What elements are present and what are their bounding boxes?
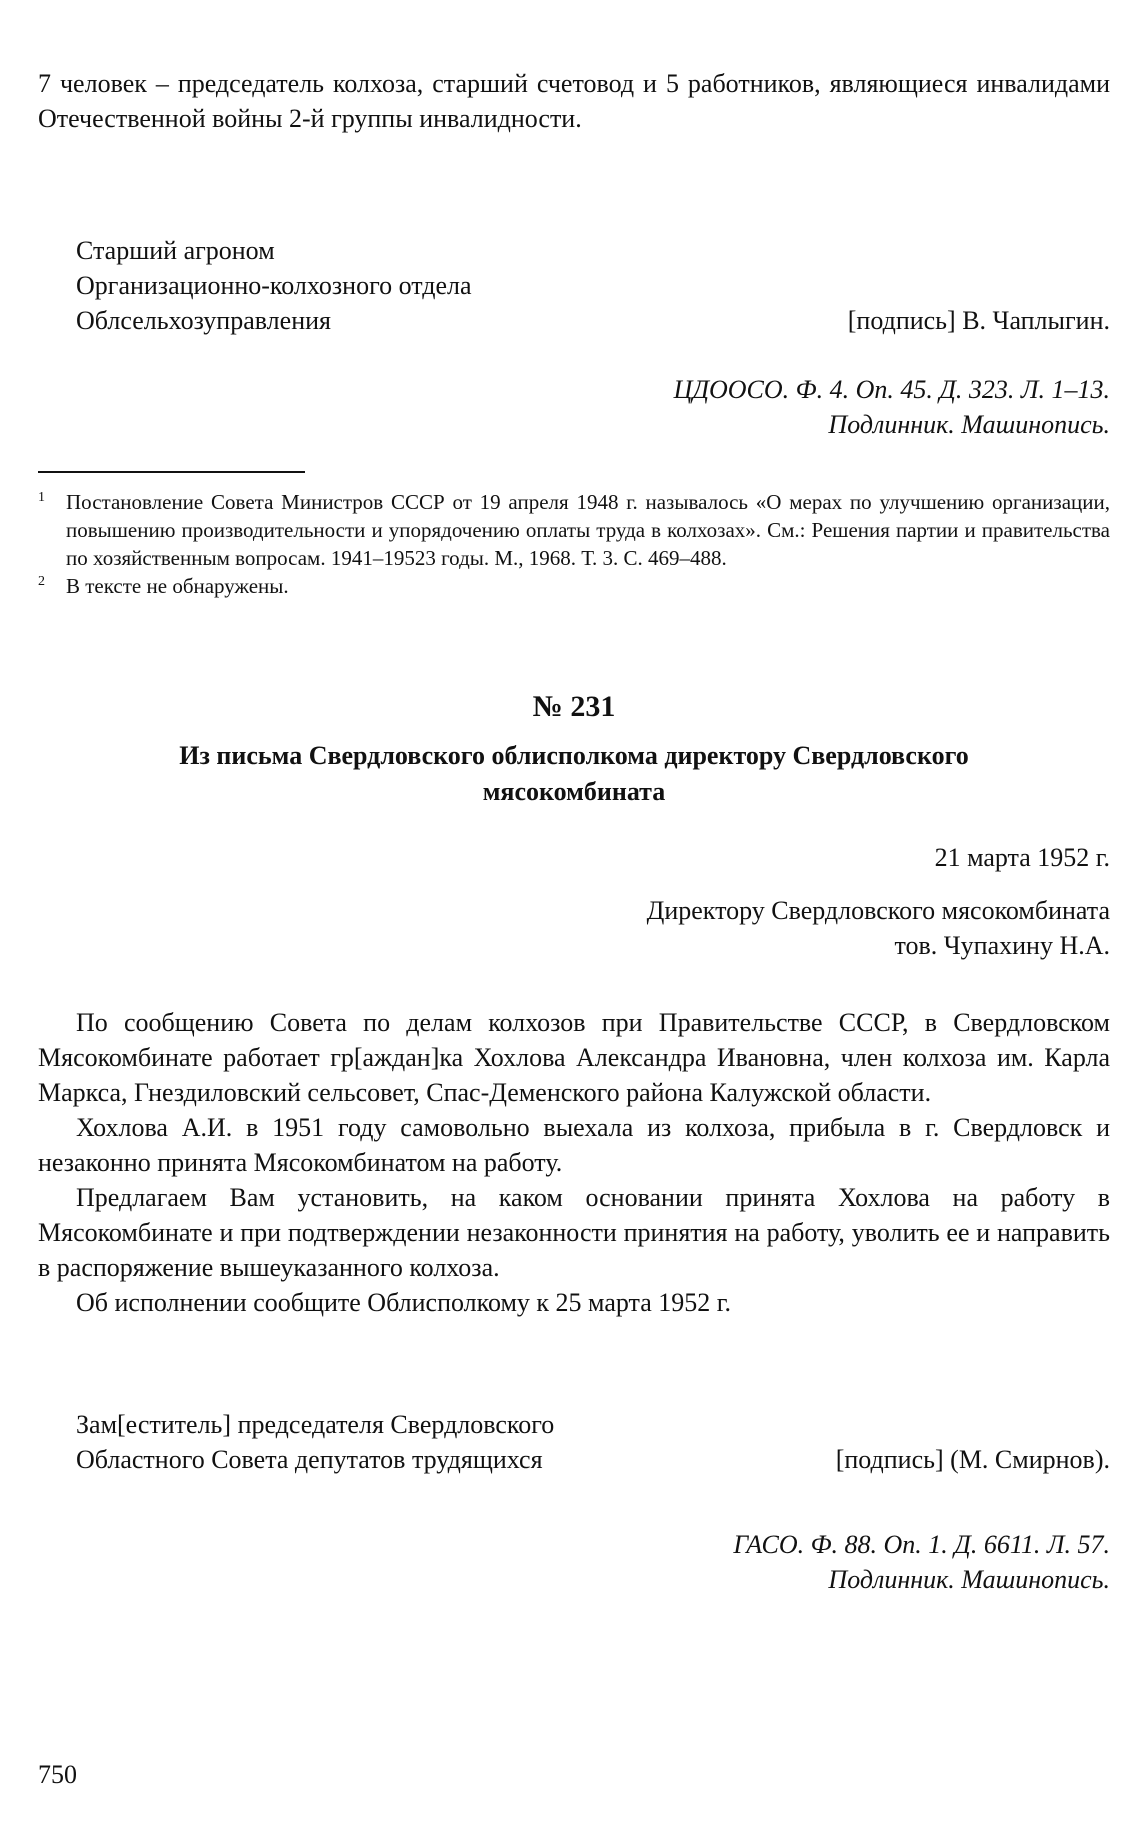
signer2-title-line-2: Областного Совета депутатов трудящихся <box>76 1445 543 1474</box>
body-paragraph-2: Хохлова А.И. в 1951 году самовольно выехала из колхоза, прибыла в г. Свердловск и незаконно принята Мясокомбинатом на работу. <box>38 1113 1110 1177</box>
footnote-2 <box>38 572 1110 600</box>
signer2-title-row <box>76 1442 1110 1477</box>
archive-reference-1 <box>674 372 1110 442</box>
signer-title-line-3: Облсельхозуправления <box>76 306 331 335</box>
signature-block-2 <box>76 1407 1110 1477</box>
signature-text: [подпись] В. Чаплыгин. <box>847 306 1110 335</box>
signature2-text: [подпись] (М. Смирнов). <box>835 1445 1110 1474</box>
signer-title-row <box>76 303 1110 338</box>
archive-reference-2 <box>733 1527 1110 1597</box>
footnote-2-mark: 2 <box>38 574 45 589</box>
signer-title-line-2: Организационно-колхозного отдела <box>76 271 472 300</box>
continuation-paragraph: 7 человек – председатель колхоза, старший счетовод и 5 работников, являющиеся инвалидами Отечественной войны 2-й группы инвалидности. <box>38 69 1110 133</box>
archive-reference-2-line-1: ГАСО. Ф. 88. Оп. 1. Д. 6611. Л. 57. <box>733 1530 1110 1559</box>
body-paragraph-1: По сообщению Совета по делам колхозов при Правительстве СССР, в Свердловском Мясокомбинате работает гр[аждан]ка Хохлова Александра Ивановна, член колхоза им. Карла Маркса, Гнездиловский сельсовет, Спас-Деменского района Калужской области. <box>38 1008 1110 1107</box>
footnote-1 <box>38 488 1110 572</box>
addressee <box>647 893 1110 963</box>
addressee-line-2: тов. Чупахину Н.А. <box>894 931 1110 960</box>
footnotes <box>38 488 1110 600</box>
footnote-1-mark: 1 <box>38 490 45 505</box>
signature-block-1 <box>76 233 1110 338</box>
document-page <box>38 0 1110 1841</box>
signer-title-line-1: Старший агроном <box>76 236 275 265</box>
archive-reference-1-line-2: Подлинник. Машинопись. <box>828 410 1110 439</box>
document-number: № 231 <box>532 690 616 723</box>
archive-reference-1-line-1: ЦДООСО. Ф. 4. Оп. 45. Д. 323. Л. 1–13. <box>673 375 1110 404</box>
footnote-divider <box>38 471 305 473</box>
letter-body <box>38 1005 1110 1320</box>
footnote-1-text: Постановление Совета Министров СССР от 19 апреля 1948 г. называлось «О мерах по улучшению организации, повышению производительности и упорядочению оплаты труда в колхозах». См.: Решения партии и правительства по хозяйственным вопросам. 1941–19523 годы. М., 1968. Т. 3. С. 469–488. <box>66 490 1110 570</box>
addressee-line-1: Директору Свердловского мясокомбината <box>646 896 1110 925</box>
signer2-title-line-1: Зам[еститель] председателя Свердловского <box>76 1410 555 1439</box>
document-date: 21 марта 1952 г. <box>934 843 1110 872</box>
document-title: Из письма Свердловского облисполкома директору Свердловского мясокомбината <box>179 741 969 806</box>
body-paragraph-4: Об исполнении сообщите Облисполкому к 25 марта 1952 г. <box>76 1288 731 1317</box>
body-paragraph-3: Предлагаем Вам установить, на каком основании принята Хохлова на работу в Мясокомбинате и при подтверждении незаконности принятия на работу, уволить ее и направить в распоряжение вышеуказанного колхоза. <box>38 1183 1110 1282</box>
archive-reference-2-line-2: Подлинник. Машинопись. <box>828 1565 1110 1594</box>
footnote-2-text: В тексте не обнаружены. <box>66 574 289 598</box>
page-number: 750 <box>38 1760 77 1789</box>
